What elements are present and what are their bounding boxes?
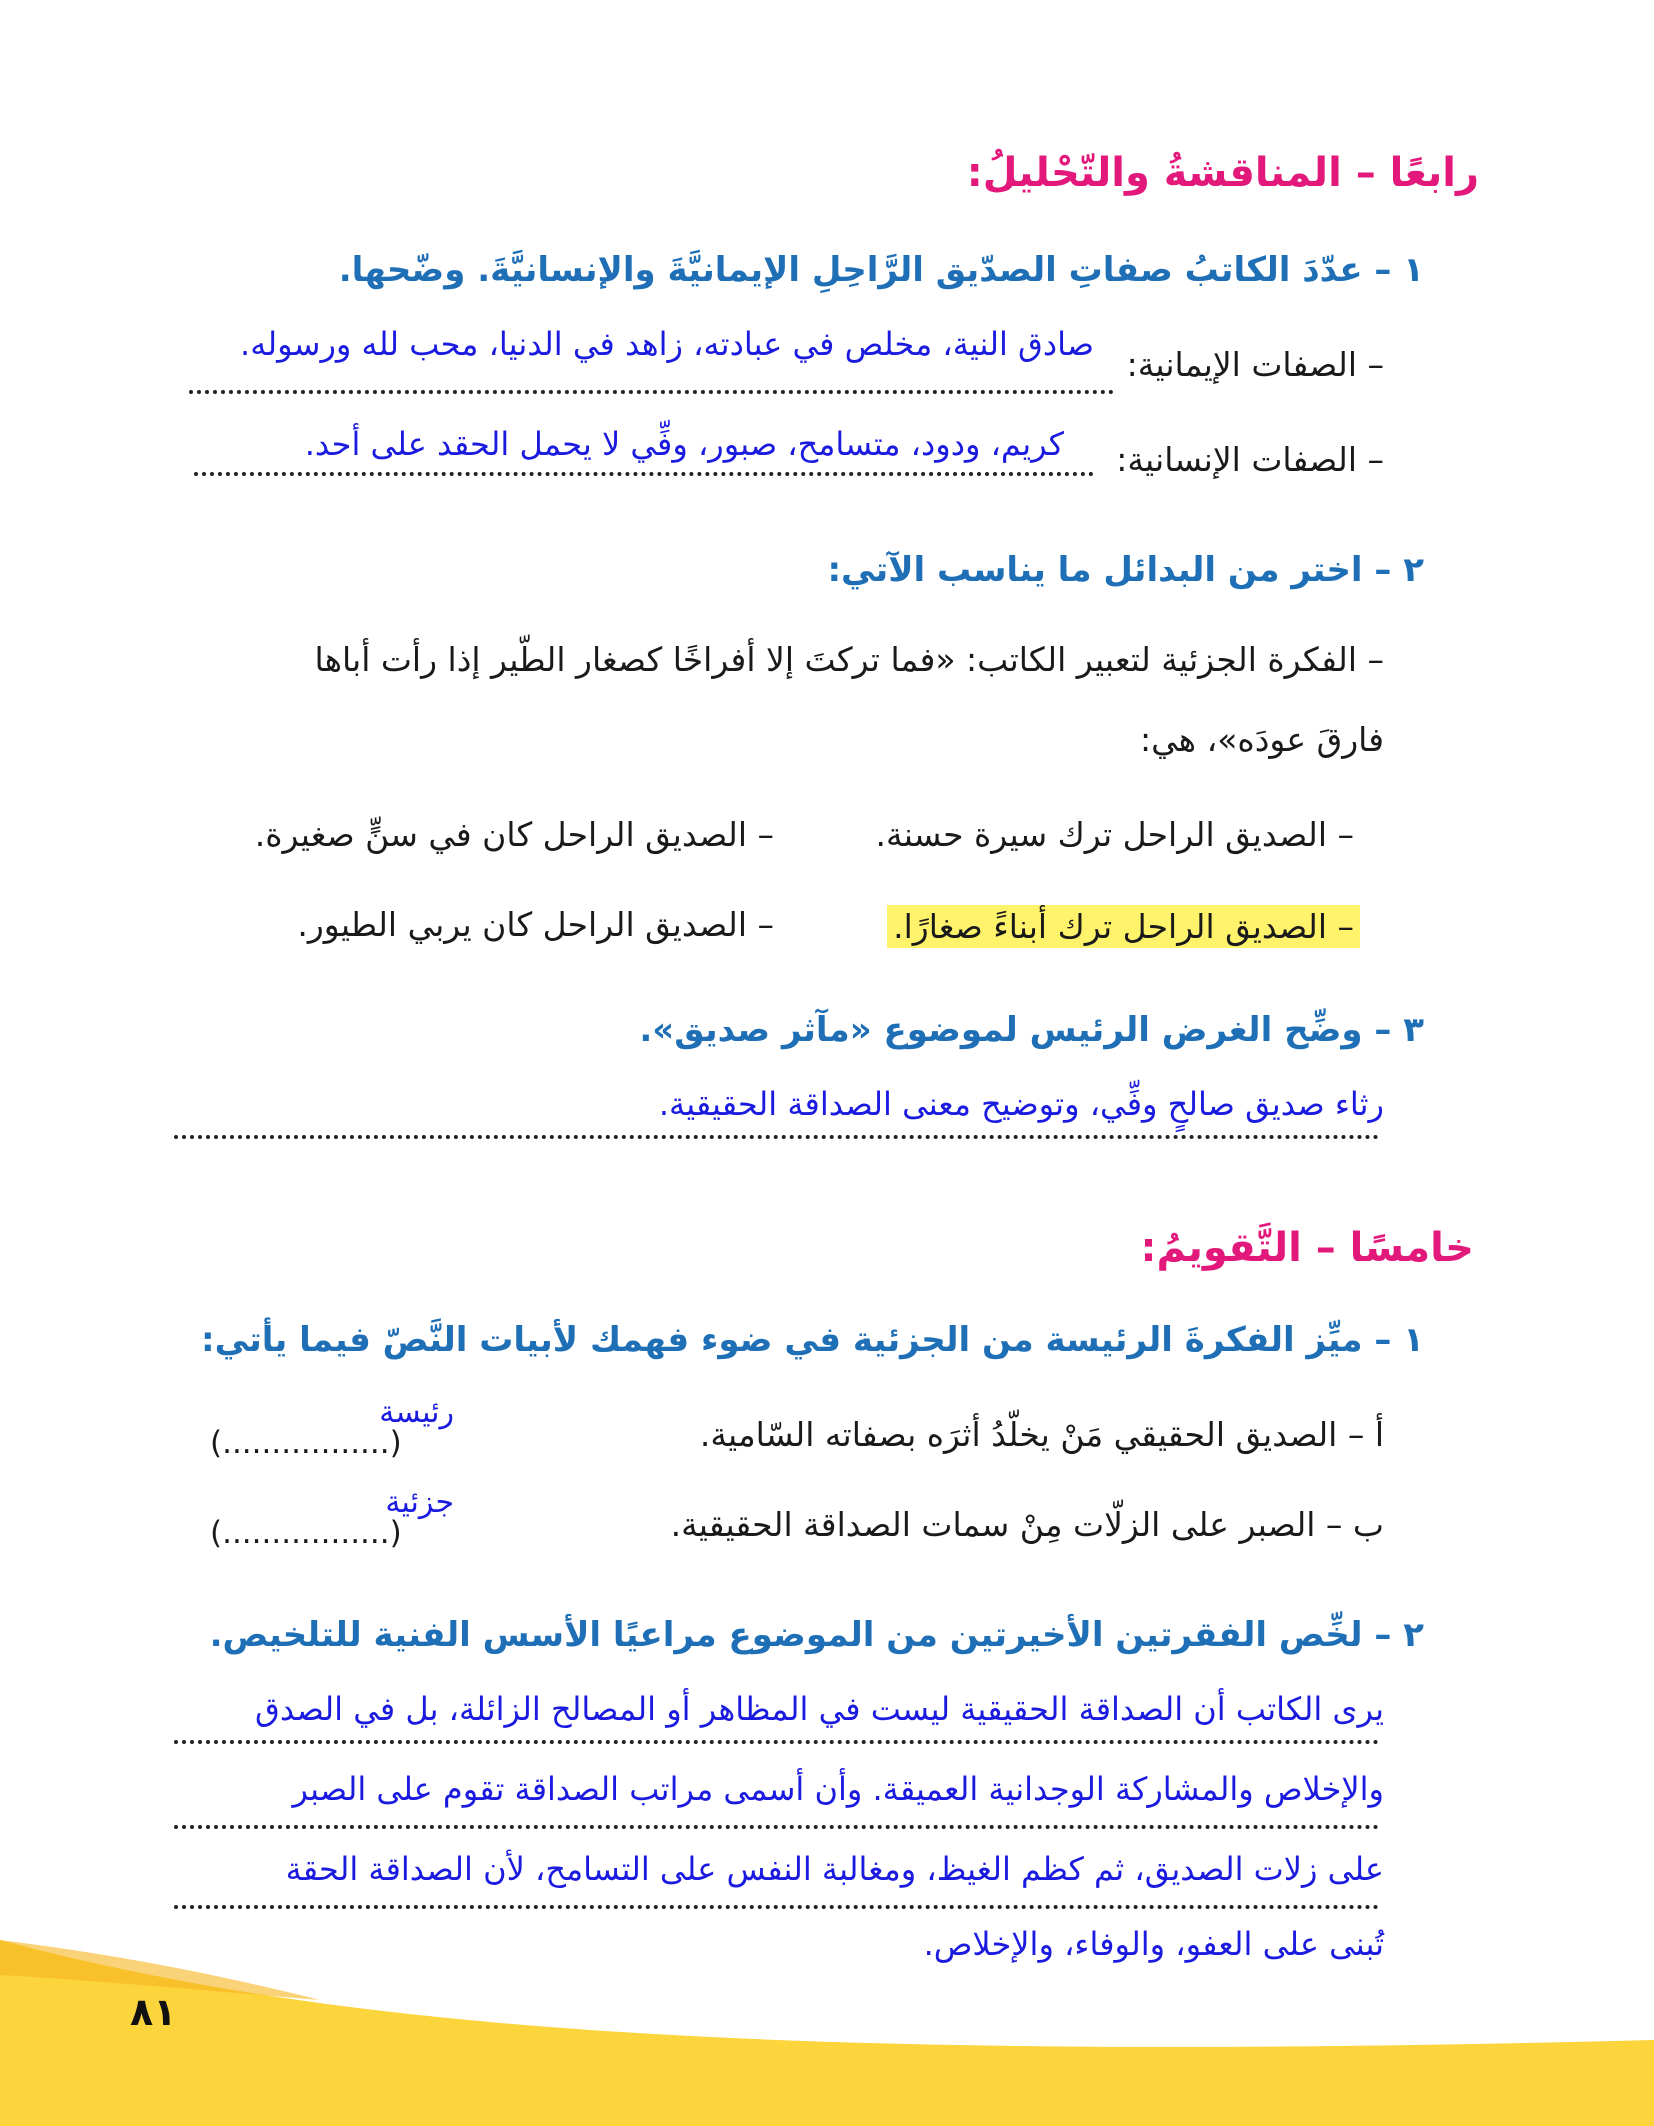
question-2-stem-line2: فارقَ عودَه»، هي: xyxy=(1140,720,1384,759)
answer-line xyxy=(174,1740,1379,1744)
human-traits-label: – الصفات الإنسانية: xyxy=(1116,440,1384,479)
answer-line xyxy=(194,472,1094,476)
answer-line xyxy=(174,1905,1379,1909)
option-a: – الصديق الراحل ترك سيرة حسنة. xyxy=(875,815,1354,854)
option-d: – الصديق الراحل كان يربي الطيور. xyxy=(297,905,774,944)
summary-line-1: يرى الكاتب أن الصداقة الحقيقية ليست في المظاهر أو المصالح الزائلة، بل في الصدق xyxy=(255,1690,1384,1728)
eval-item-a-blank: (.................) xyxy=(210,1425,402,1461)
answer-human-traits: كريم، ودود، متسامح، صبور، وفِّي لا يحمل الحقد على أحد. xyxy=(304,425,1064,463)
page-number: ٨١ xyxy=(130,1990,177,2034)
question-2-stem-line1: – الفكرة الجزئية لتعبير الكاتب: «فما تركتَ إلا أفراخًا كصغار الطّير إذا رأت أباها xyxy=(314,640,1384,679)
question-eval-1: ١ – ميِّز الفكرةَ الرئيسة من الجزئية في ضوء فهمك لأبيات النَّصّ فيما يأتي: xyxy=(201,1320,1424,1360)
summary-line-4: تُبنى على العفو، والوفاء، والإخلاص. xyxy=(923,1925,1384,1963)
section-title-evaluation: خامسًا – التَّقويمُ: xyxy=(1140,1225,1474,1271)
eval-item-b-blank: (.................) xyxy=(210,1515,402,1551)
option-b: – الصديق الراحل كان في سنٍّ صغيرة. xyxy=(254,815,774,854)
question-1-traits: ١ – عدّدَ الكاتبُ صفاتِ الصدّيق الرَّاحِلِ الإيمانيَّةَ والإنسانيَّةَ. وضّحها. xyxy=(338,250,1424,290)
eval-item-a: أ – الصديق الحقيقي مَنْ يخلّدُ أثرَه بصفاته السّامية. xyxy=(699,1415,1384,1454)
summary-line-2: والإخلاص والمشاركة الوجدانية العميقة. وأن أسمى مراتب الصداقة تقوم على الصبر xyxy=(292,1770,1384,1808)
answer-line xyxy=(189,390,1114,394)
option-c-selected: – الصديق الراحل ترك أبناءً صغارًا. xyxy=(887,905,1360,948)
faith-traits-label: – الصفات الإيمانية: xyxy=(1126,345,1384,384)
answer-purpose: رثاء صديق صالحٍ وفِّي، وتوضيح معنى الصداقة الحقيقية. xyxy=(658,1085,1384,1123)
question-eval-2-summary: ٢ – لخِّص الفقرتين الأخيرتين من الموضوع مراعيًا الأسس الفنية للتلخيص. xyxy=(209,1615,1424,1655)
question-3-purpose: ٣ – وضِّح الغرض الرئيس لموضوع «مآثر صديق». xyxy=(639,1010,1424,1050)
answer-faith-traits: صادق النية، مخلص في عبادته، زاهد في الدنيا، محب لله ورسوله. xyxy=(240,325,1094,363)
eval-item-a-answer: رئيسة xyxy=(379,1395,454,1430)
answer-line xyxy=(174,1825,1379,1829)
summary-line-3: على زلات الصديق، ثم كظم الغيظ، ومغالبة النفس على التسامح، لأن الصداقة الحقة xyxy=(285,1850,1384,1888)
eval-item-b: ب – الصبر على الزلّات مِنْ سمات الصداقة الحقيقية. xyxy=(670,1505,1384,1544)
footer-wave xyxy=(0,1880,1654,2126)
section-title-discussion: رابعًا – المناقشةُ والتّحْليلُ: xyxy=(966,150,1479,196)
question-2-choose: ٢ – اختر من البدائل ما يناسب الآتي: xyxy=(827,550,1424,590)
answer-line xyxy=(174,1135,1379,1139)
eval-item-b-answer: جزئية xyxy=(385,1485,454,1520)
